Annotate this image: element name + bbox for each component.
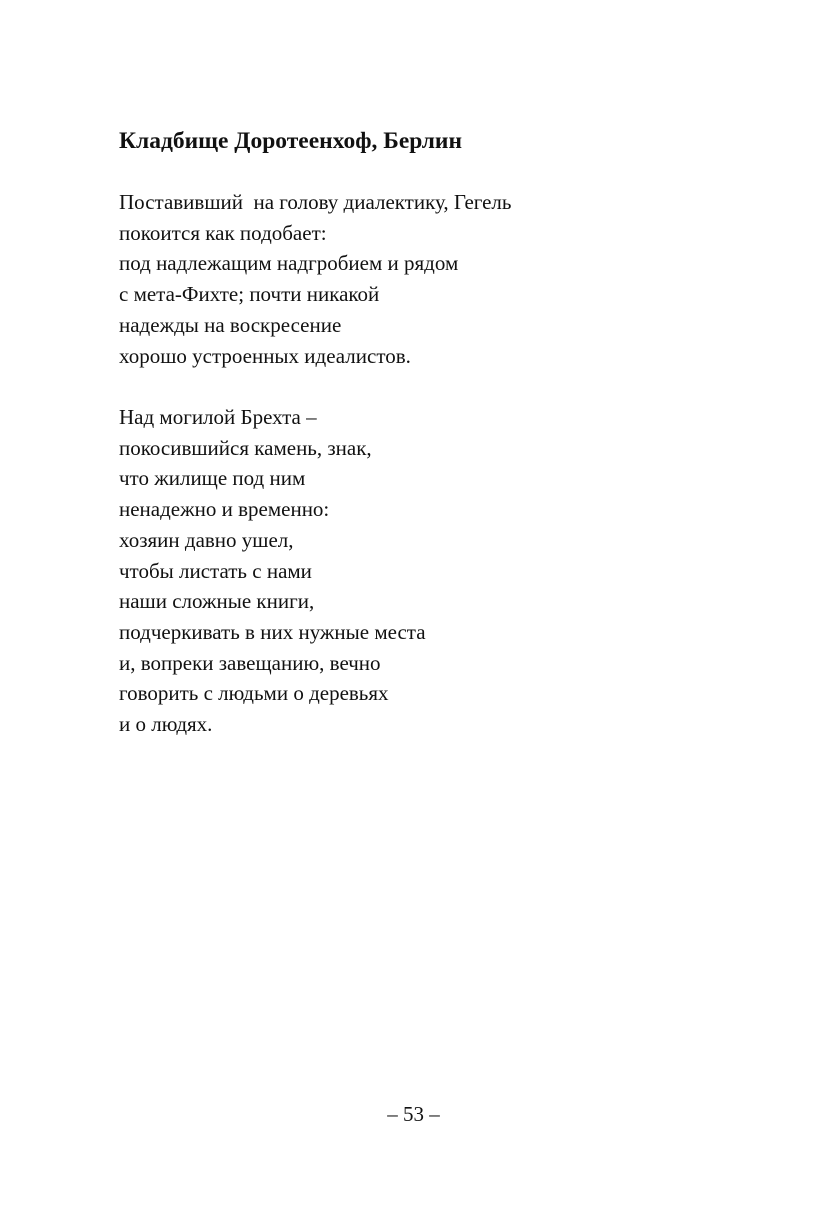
poem-line: хорошо устроенных идеалистов.	[119, 343, 411, 368]
poem-line: хозяин давно ушел,	[119, 527, 294, 552]
poem-line: и о людях.	[119, 712, 213, 737]
poem-title: Кладбище Доротеенхоф, Берлин	[119, 128, 462, 154]
poem-line: подчеркивать в них нужные места	[119, 619, 426, 644]
poem-line: надежды на воскресение	[119, 312, 342, 337]
poem-line: говорить с людьми о деревьях	[119, 681, 389, 706]
poem-line: с мета-Фихте; почти никакой	[119, 282, 380, 307]
poem-line: покосившийся камень, знак,	[119, 435, 372, 460]
poem-line: Поставивший на голову диалектику, Гегель	[119, 190, 512, 214]
poem-line: ненадежно и временно:	[119, 497, 330, 522]
poem-line: и, вопреки завещанию, вечно	[119, 650, 381, 675]
page-number: – 53 –	[387, 1102, 440, 1126]
stanza-2	[119, 402, 426, 740]
poem-line: под надлежащим надгробием и рядом	[119, 251, 459, 276]
poem-line: что жилище под ним	[119, 466, 306, 491]
poem-line: наши сложные книги,	[119, 589, 315, 614]
poem-line: Над могилой Брехта –	[119, 405, 317, 429]
poem-line: чтобы листать с нами	[119, 558, 312, 583]
stanza-1	[119, 187, 511, 371]
poem-line: покоится как подобает:	[119, 220, 327, 245]
